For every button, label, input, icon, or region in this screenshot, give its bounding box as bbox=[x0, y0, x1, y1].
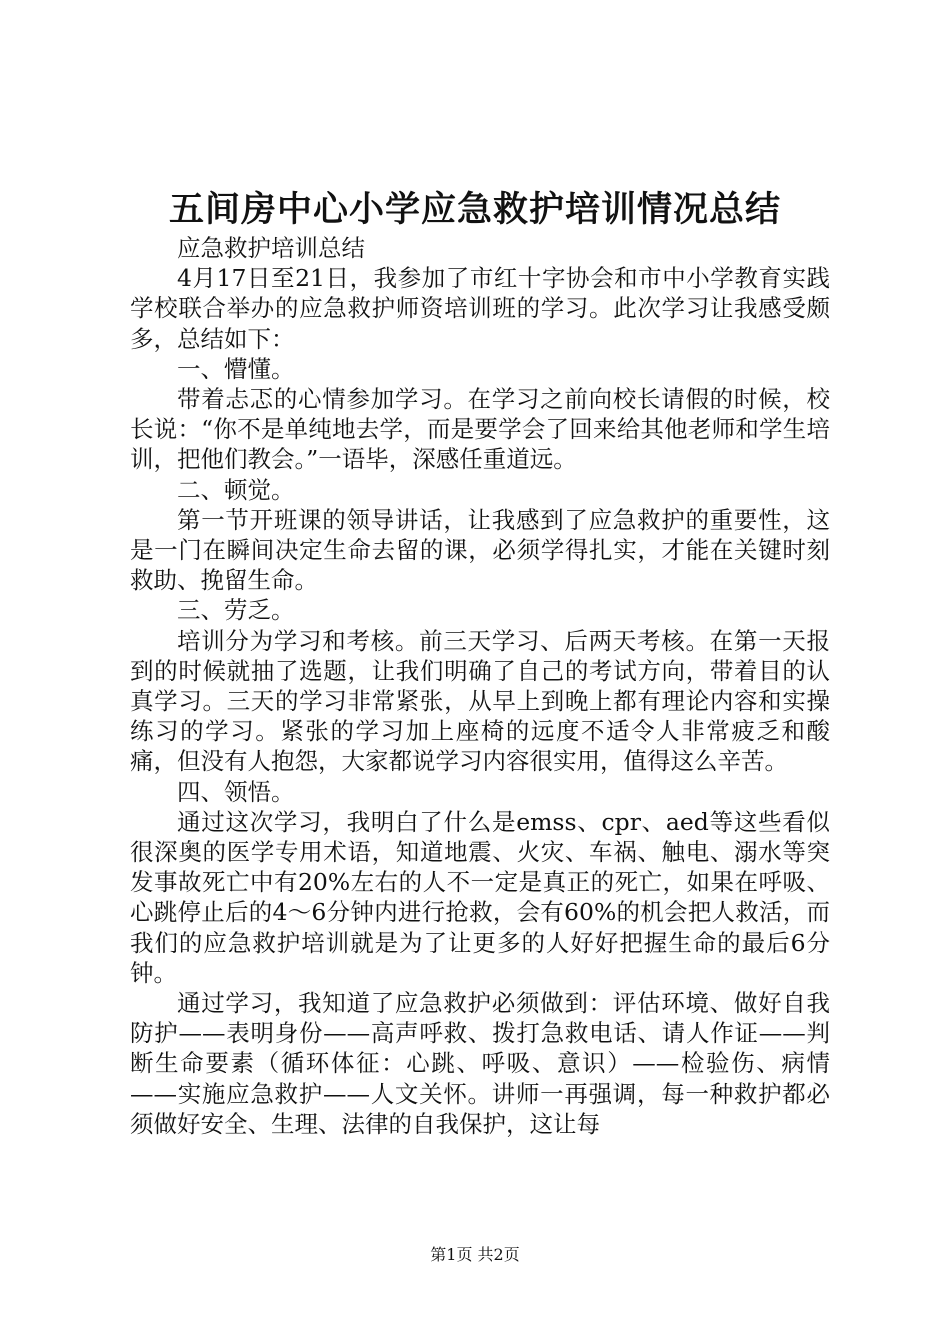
paragraph-section-4: 通过这次学习，我明白了什么是emss、cpr、aed等这些看似很深奥的医学专用术语，知道地震、火灾、车祸、触电、溺水等突发事故死亡中有20%左右的人不一定是真正的死亡，如果在呼吸、心跳停止后的4～6分钟内进行抢救，会有60%的机会把人救活，而我们的应急救护培训就是为了让更多的人好好把握生命的最后6分钟。 bbox=[130, 807, 830, 987]
page-number-footer: 第1页 共2页 bbox=[430, 1245, 520, 1264]
document-body bbox=[130, 233, 830, 1139]
section-heading-4: 四、领悟。 bbox=[177, 777, 295, 806]
document-title: 五间房中心小学应急救护培训情况总结 bbox=[168, 189, 781, 230]
paragraph-subtitle: 应急救护培训总结 bbox=[177, 234, 365, 262]
section-heading-3: 三、劳乏。 bbox=[177, 596, 295, 625]
paragraph-intro: 4月17日至21日，我参加了市红十字协会和市中小学教育实践学校联合举办的应急救护师资培训班的学习。此次学习让我感受颇多，总结如下： bbox=[130, 264, 830, 353]
section-heading-2: 二、顿觉。 bbox=[177, 475, 295, 504]
paragraph-section-4-continued: 通过学习，我知道了应急救护必须做到：评估环境、做好自我防护——表明身份——高声呼救、拨打急救电话、请人作证——判断生命要素（循环体征：心跳、呼吸、意识）——检验伤、病情——实施应急救护——人文关怀。讲师一再强调，每一种救护都必须做好安全、生理、法律的自我保护，这让每 bbox=[130, 989, 830, 1138]
paragraph-section-1: 带着忐忑的心情参加学习。在学习之前向校长请假的时候，校长说：“你不是单纯地去学，而是要学会了回来给其他老师和学生培训，把他们教会。”一语毕，深感任重道远。 bbox=[130, 385, 830, 474]
paragraph-section-2: 第一节开班课的领导讲话，让我感到了应急救护的重要性，这是一门在瞬间决定生命去留的课，必须学得扎实，才能在关键时刻救助、挽留生命。 bbox=[130, 505, 830, 595]
section-heading-1: 一、懵懂。 bbox=[177, 354, 295, 383]
paragraph-section-3: 培训分为学习和考核。前三天学习、后两天考核。在第一天报到的时候就抽了选题，让我们明确了自己的考试方向，带着目的认真学习。三天的学习非常紧张，从早上到晚上都有理论内容和实操练习的学习。紧张的学习加上座椅的远度不适令人非常疲乏和酸痛，但没有人抱怨，大家都说学习内容很实用，值得这么辛苦。 bbox=[130, 626, 830, 776]
